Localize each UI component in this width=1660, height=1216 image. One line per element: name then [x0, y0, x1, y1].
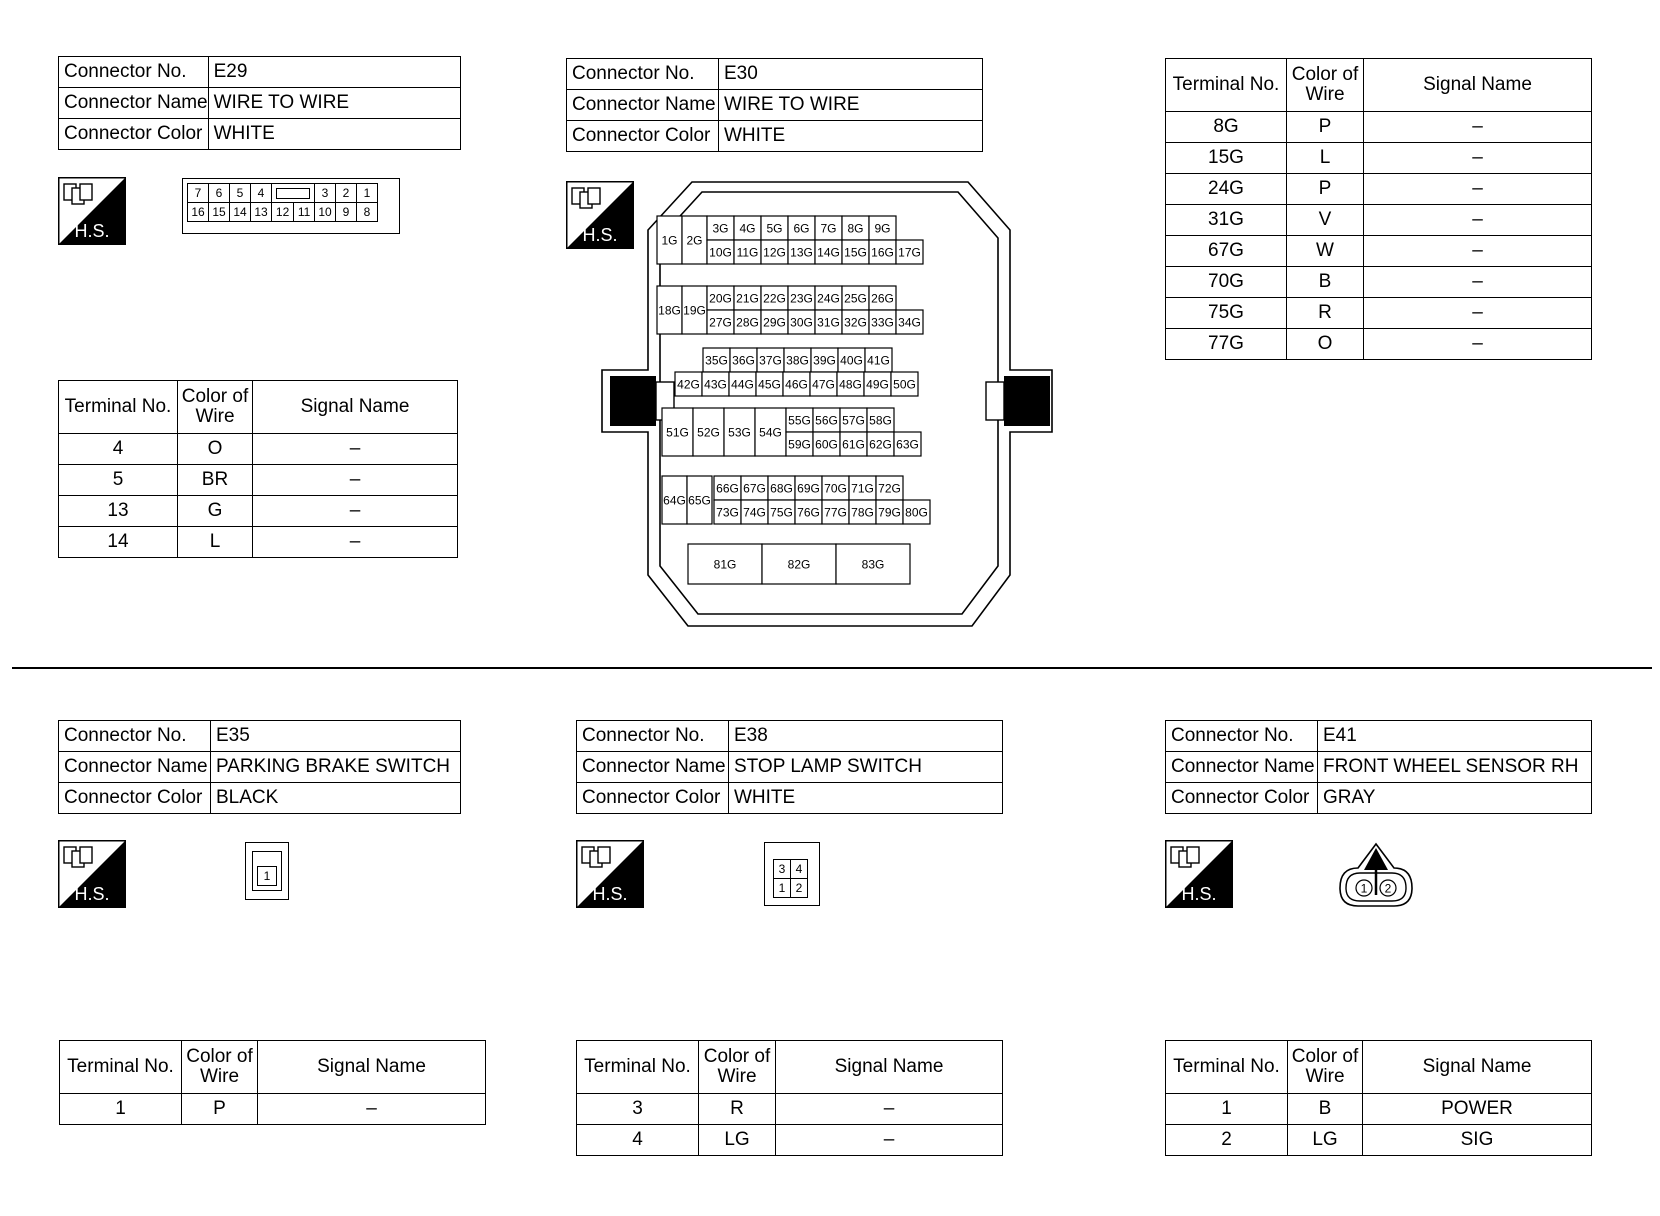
terminal-wire-color-cell: W	[1287, 236, 1364, 267]
e29-connector-color-label: Connector Color	[59, 119, 209, 150]
terminal-signal-name-cell: –	[1364, 236, 1592, 267]
color-of-wire-header-line1: Color of	[181, 386, 249, 407]
e30-pin: 65G	[688, 493, 711, 508]
e29-connector-no-value: E29	[208, 57, 460, 88]
e41-harness-side-icon	[1165, 840, 1233, 913]
terminal-wire-color-cell: B	[1288, 1094, 1363, 1125]
e30-pin: 42G	[677, 377, 700, 392]
terminal-wire-color-cell: P	[1287, 174, 1364, 205]
e30-pin: 35G	[705, 353, 728, 368]
e30-pin: 44G	[731, 377, 754, 392]
e30-pin: 78G	[851, 505, 874, 520]
terminal-number-cell: 1	[60, 1094, 182, 1125]
e35-connector-color-value: BLACK	[211, 783, 461, 814]
e30-pin: 24G	[817, 291, 840, 306]
terminal-number-cell: 70G	[1166, 267, 1287, 298]
e41-connector-name-label: Connector Name	[1166, 752, 1318, 783]
e35-connector-color-label: Connector Color	[59, 783, 211, 814]
e30-pin: 12G	[763, 245, 786, 260]
e29-connector-color-row	[59, 119, 461, 150]
e41-connector-color-label: Connector Color	[1166, 783, 1318, 814]
e30-pin: 70G	[824, 481, 847, 496]
e38-terminal-row	[577, 1094, 1003, 1125]
e38-connector-no-row	[577, 721, 1003, 752]
e29-connector-name-label: Connector Name	[59, 88, 209, 119]
e30-pin: 51G	[666, 425, 689, 440]
e30-terminal-table	[1165, 58, 1592, 360]
e38-connector-color-row	[577, 783, 1003, 814]
terminal-signal-name-cell: –	[253, 434, 458, 465]
e30-pin: 79G	[878, 505, 901, 520]
terminal-wire-color-cell: LG	[1288, 1125, 1363, 1156]
e41-connector-name-row	[1166, 752, 1592, 783]
e29-pin: 2	[336, 184, 357, 203]
e30-pin: 50G	[893, 377, 916, 392]
e29-pin: 3	[315, 184, 336, 203]
e30-pin: 62G	[869, 437, 892, 452]
e29-pin: 10	[315, 203, 336, 222]
e38-pin: 1	[774, 879, 791, 898]
terminal-number-cell: 3	[577, 1094, 699, 1125]
terminal-no-header: Terminal No.	[59, 381, 178, 434]
e30-pin: 54G	[759, 425, 782, 440]
e29-connector-name-value: WIRE TO WIRE	[208, 88, 460, 119]
e30-pin: 82G	[787, 557, 811, 572]
e35-connector-name-value: PARKING BRAKE SWITCH	[211, 752, 461, 783]
e30-terminal-row	[1166, 143, 1592, 174]
terminal-wire-color-cell: LG	[699, 1125, 776, 1156]
e30-latch-right	[1004, 376, 1050, 426]
terminal-wire-color-cell: B	[1287, 267, 1364, 298]
e30-connector-no-value: E30	[719, 59, 983, 90]
e35-connector-info-table	[58, 720, 461, 814]
terminal-wire-color-cell: R	[699, 1094, 776, 1125]
hs-label: H.S.	[582, 225, 618, 245]
e35-connector-no-row	[59, 721, 461, 752]
e30-pin: 57G	[842, 413, 865, 428]
signal-name-header: Signal Name	[253, 381, 458, 434]
e30-pin: 27G	[709, 315, 732, 330]
e30-pin: 28G	[736, 315, 759, 330]
e29-pin: 1	[357, 184, 378, 203]
terminal-signal-name-cell: POWER	[1363, 1094, 1592, 1125]
terminal-signal-name-cell: –	[1364, 112, 1592, 143]
color-of-wire-header	[182, 1041, 258, 1094]
signal-name-header: Signal Name	[1364, 59, 1592, 112]
e38-pin: 3	[774, 860, 791, 879]
e29-pin-grid	[187, 183, 378, 222]
terminal-wire-color-cell: BR	[178, 465, 253, 496]
hs-label: H.S.	[74, 884, 110, 904]
e30-pin: 36G	[732, 353, 755, 368]
signal-name-header: Signal Name	[258, 1041, 486, 1094]
e30-terminal-row	[1166, 205, 1592, 236]
terminal-wire-color-cell: V	[1287, 205, 1364, 236]
terminal-number-cell: 75G	[1166, 298, 1287, 329]
e35-terminal-header-row	[60, 1041, 486, 1094]
e30-pin: 3G	[712, 221, 729, 236]
terminal-wire-color-cell: P	[182, 1094, 258, 1125]
e29-pin: 9	[336, 203, 357, 222]
terminal-number-cell: 4	[59, 434, 178, 465]
e30-pin: 11G	[736, 245, 759, 260]
terminal-signal-name-cell: –	[1364, 174, 1592, 205]
e30-pin: 66G	[716, 481, 739, 496]
e29-pin-row-bottom	[188, 203, 378, 222]
e41-connector-color-value: GRAY	[1318, 783, 1592, 814]
terminal-wire-color-cell: R	[1287, 298, 1364, 329]
e30-pin: 14G	[817, 245, 840, 260]
e30-pin: 38G	[786, 353, 809, 368]
e38-connector-color-label: Connector Color	[577, 783, 729, 814]
terminal-signal-name-cell: –	[253, 527, 458, 558]
e30-pin: 46G	[785, 377, 808, 392]
e30-pin: 6G	[793, 221, 810, 236]
e30-terminal-row	[1166, 174, 1592, 205]
e29-pin: 4	[251, 184, 272, 203]
e30-pin: 48G	[839, 377, 862, 392]
e30-pin: 60G	[815, 437, 838, 452]
e29-terminal-header-row	[59, 381, 458, 434]
e38-connector-name-label: Connector Name	[577, 752, 729, 783]
e30-terminal-row	[1166, 112, 1592, 143]
terminal-signal-name-cell: –	[253, 496, 458, 527]
e30-pin: 63G	[896, 437, 919, 452]
hs-label: H.S.	[74, 221, 110, 241]
color-of-wire-header	[178, 381, 253, 434]
e35-connector-name-label: Connector Name	[59, 752, 211, 783]
terminal-number-cell: 8G	[1166, 112, 1287, 143]
e30-pin: 13G	[790, 245, 813, 260]
terminal-signal-name-cell: –	[776, 1125, 1003, 1156]
e30-connector-no-label: Connector No.	[567, 59, 719, 90]
section-divider	[12, 667, 1652, 669]
e30-pin: 30G	[790, 315, 813, 330]
e30-pin: 5G	[766, 221, 783, 236]
e38-pin: 4	[791, 860, 808, 879]
terminal-wire-color-cell: P	[1287, 112, 1364, 143]
color-of-wire-header-line1: Color of	[1291, 64, 1359, 85]
e30-pin: 37G	[759, 353, 782, 368]
e41-terminal-row	[1166, 1125, 1592, 1156]
terminal-wire-color-cell: G	[178, 496, 253, 527]
terminal-number-cell: 13	[59, 496, 178, 527]
e29-pin: 7	[188, 184, 209, 203]
terminal-number-cell: 4	[577, 1125, 699, 1156]
e41-connector-no-row	[1166, 721, 1592, 752]
terminal-no-header: Terminal No.	[60, 1041, 182, 1094]
e29-pin: 5	[230, 184, 251, 203]
e35-connector-face	[245, 842, 289, 900]
terminal-wire-color-cell: O	[1287, 329, 1364, 360]
e29-connector-no-row	[59, 57, 461, 88]
terminal-signal-name-cell: –	[1364, 205, 1592, 236]
e29-connector-face	[182, 178, 400, 234]
e35-cavity-frame	[252, 851, 282, 891]
e29-connector-color-value: WHITE	[208, 119, 460, 150]
e30-pin: 17G	[898, 245, 921, 260]
e29-pin: 8	[357, 203, 378, 222]
e30-connector-face	[600, 180, 1060, 630]
e29-pin: 13	[251, 203, 272, 222]
color-of-wire-header-line1: Color of	[186, 1046, 253, 1067]
terminal-signal-name-cell: –	[258, 1094, 486, 1125]
e30-pin: 9G	[874, 221, 891, 236]
e29-terminal-table	[58, 380, 458, 558]
e29-pin: 11	[294, 203, 315, 222]
e30-terminal-row	[1166, 329, 1592, 360]
color-of-wire-header-line1: Color of	[1291, 1046, 1359, 1067]
e30-pin: 43G	[704, 377, 727, 392]
terminal-number-cell: 5	[59, 465, 178, 496]
e41-connector-no-value: E41	[1318, 721, 1592, 752]
e30-pin: 45G	[758, 377, 781, 392]
terminal-no-header: Terminal No.	[1166, 1041, 1288, 1094]
e29-harness-side-icon	[58, 177, 126, 250]
e29-connector-name-row	[59, 88, 461, 119]
e30-pin: 40G	[840, 353, 863, 368]
e30-pin: 80G	[905, 505, 928, 520]
e30-pin: 73G	[716, 505, 739, 520]
terminal-number-cell: 14	[59, 527, 178, 558]
e30-connector-color-row	[567, 121, 983, 152]
e30-pin: 4G	[739, 221, 756, 236]
e41-connector-face	[1336, 840, 1416, 910]
e41-connector-color-row	[1166, 783, 1592, 814]
terminal-signal-name-cell: –	[1364, 267, 1592, 298]
e41-pin: 1	[1360, 881, 1368, 896]
e30-pin: 20G	[709, 291, 732, 306]
e30-pin: 69G	[797, 481, 820, 496]
e29-terminal-row	[59, 496, 458, 527]
e30-pin: 56G	[815, 413, 838, 428]
terminal-number-cell: 77G	[1166, 329, 1287, 360]
e30-pin: 2G	[686, 233, 703, 248]
color-of-wire-header-line2: Wire	[717, 1066, 757, 1087]
e35-connector-no-value: E35	[211, 721, 461, 752]
e30-pin: 58G	[869, 413, 892, 428]
e30-terminal-row	[1166, 267, 1592, 298]
e30-pin: 41G	[867, 353, 890, 368]
e30-pin: 81G	[713, 557, 737, 572]
e29-terminal-row	[59, 434, 458, 465]
e38-terminal-row	[577, 1125, 1003, 1156]
terminal-no-header: Terminal No.	[577, 1041, 699, 1094]
e29-pin: 14	[230, 203, 251, 222]
terminal-signal-name-cell: –	[253, 465, 458, 496]
e29-pin: 12	[272, 203, 294, 222]
color-of-wire-header	[699, 1041, 776, 1094]
e30-pin: 76G	[797, 505, 820, 520]
e38-pin-row-top	[774, 860, 808, 879]
e30-pin: 15G	[844, 245, 867, 260]
e30-pin: 75G	[770, 505, 793, 520]
e38-pin-row-bottom	[774, 879, 808, 898]
e30-pin: 49G	[866, 377, 889, 392]
e30-connector-no-row	[567, 59, 983, 90]
terminal-number-cell: 2	[1166, 1125, 1288, 1156]
e30-connector-color-label: Connector Color	[567, 121, 719, 152]
e41-pin: 2	[1384, 881, 1392, 896]
color-of-wire-header-line2: Wire	[1305, 1066, 1345, 1087]
e29-terminal-row	[59, 527, 458, 558]
e30-pin: 22G	[763, 291, 786, 306]
e30-connector-name-row	[567, 90, 983, 121]
e30-pin: 53G	[728, 425, 751, 440]
e30-pin: 1G	[661, 233, 678, 248]
e35-terminal-row	[60, 1094, 486, 1125]
e30-pin: 39G	[813, 353, 836, 368]
e30-pin: 21G	[736, 291, 759, 306]
e30-pin: 59G	[788, 437, 811, 452]
e30-pin: 10G	[709, 245, 732, 260]
e35-connector-name-row	[59, 752, 461, 783]
e29-pin: 15	[209, 203, 230, 222]
e30-pin: 71G	[851, 481, 874, 496]
e38-terminal-table	[576, 1040, 1003, 1156]
e30-pin: 32G	[844, 315, 867, 330]
e41-terminal-row	[1166, 1094, 1592, 1125]
color-of-wire-header	[1288, 1041, 1363, 1094]
e38-connector-info-table	[576, 720, 1003, 814]
terminal-signal-name-cell: SIG	[1363, 1125, 1592, 1156]
e38-connector-name-row	[577, 752, 1003, 783]
e38-harness-side-icon	[576, 840, 644, 913]
terminal-number-cell: 67G	[1166, 236, 1287, 267]
e30-latch-left	[610, 376, 656, 426]
e30-latch-right-tab	[986, 382, 1004, 420]
terminal-wire-color-cell: L	[178, 527, 253, 558]
e30-pin: 68G	[770, 481, 793, 496]
e30-connector-name-value: WIRE TO WIRE	[719, 90, 983, 121]
e30-pin: 23G	[790, 291, 813, 306]
e30-pin: 34G	[898, 315, 921, 330]
e29-pin: 16	[188, 203, 209, 222]
e30-terminal-row	[1166, 298, 1592, 329]
terminal-wire-color-cell: O	[178, 434, 253, 465]
e29-connector-info-table	[58, 56, 461, 150]
e38-pin-grid	[773, 859, 808, 898]
e35-connector-color-row	[59, 783, 461, 814]
terminal-no-header: Terminal No.	[1166, 59, 1287, 112]
e35-terminal-table	[59, 1040, 486, 1125]
e30-pin: 19G	[683, 303, 706, 318]
e41-connector-no-label: Connector No.	[1166, 721, 1318, 752]
e30-pin: 18G	[658, 303, 681, 318]
terminal-wire-color-cell: L	[1287, 143, 1364, 174]
e41-connector-name-value: FRONT WHEEL SENSOR RH	[1318, 752, 1592, 783]
color-of-wire-header	[1287, 59, 1364, 112]
terminal-signal-name-cell: –	[1364, 143, 1592, 174]
e38-connector-no-label: Connector No.	[577, 721, 729, 752]
terminal-signal-name-cell: –	[776, 1094, 1003, 1125]
e29-connector-no-label: Connector No.	[59, 57, 209, 88]
e30-pin: 16G	[871, 245, 894, 260]
e29-pin-row-top	[188, 184, 378, 203]
e30-pin: 47G	[812, 377, 835, 392]
e38-connector-face	[764, 842, 820, 906]
e38-pin: 2	[791, 879, 808, 898]
e30-pin: 25G	[844, 291, 867, 306]
e30-connector-name-label: Connector Name	[567, 90, 719, 121]
e35-harness-side-icon	[58, 840, 126, 913]
color-of-wire-header-line2: Wire	[195, 406, 235, 427]
terminal-number-cell: 1	[1166, 1094, 1288, 1125]
e30-pin: 33G	[871, 315, 894, 330]
e30-pin: 61G	[842, 437, 865, 452]
terminal-number-cell: 31G	[1166, 205, 1287, 236]
e30-connector-color-value: WHITE	[719, 121, 983, 152]
e30-pin: 7G	[820, 221, 837, 236]
e29-pin-key-slot	[272, 184, 315, 203]
e30-pin: 8G	[847, 221, 864, 236]
hs-label: H.S.	[1181, 884, 1217, 904]
color-of-wire-header-line2: Wire	[1305, 84, 1345, 105]
terminal-number-cell: 15G	[1166, 143, 1287, 174]
terminal-signal-name-cell: –	[1364, 329, 1592, 360]
e30-pin: 26G	[871, 291, 894, 306]
e35-pin: 1	[257, 866, 277, 886]
e41-connector-info-table	[1165, 720, 1592, 814]
terminal-signal-name-cell: –	[1364, 298, 1592, 329]
e30-pin: 52G	[697, 425, 720, 440]
e30-connector-info-table	[566, 58, 983, 152]
e29-terminal-row	[59, 465, 458, 496]
e30-pin: 67G	[743, 481, 766, 496]
e38-connector-color-value: WHITE	[729, 783, 1003, 814]
e30-terminal-row	[1166, 236, 1592, 267]
e38-connector-name-value: STOP LAMP SWITCH	[729, 752, 1003, 783]
e38-connector-no-value: E38	[729, 721, 1003, 752]
hs-label: H.S.	[592, 884, 628, 904]
e30-pin: 77G	[824, 505, 847, 520]
e30-pin: 83G	[861, 557, 885, 572]
e41-terminal-table	[1165, 1040, 1592, 1156]
e30-pin: 31G	[817, 315, 840, 330]
color-of-wire-header-line1: Color of	[703, 1046, 771, 1067]
e35-connector-no-label: Connector No.	[59, 721, 211, 752]
e30-pin: 74G	[743, 505, 766, 520]
e41-terminal-header-row	[1166, 1041, 1592, 1094]
e30-pin: 64G	[663, 493, 686, 508]
e30-terminal-header-row	[1166, 59, 1592, 112]
e29-pin: 6	[209, 184, 230, 203]
e38-terminal-header-row	[577, 1041, 1003, 1094]
e30-pin: 55G	[788, 413, 811, 428]
signal-name-header: Signal Name	[776, 1041, 1003, 1094]
signal-name-header: Signal Name	[1363, 1041, 1592, 1094]
e30-pin: 72G	[878, 481, 901, 496]
terminal-number-cell: 24G	[1166, 174, 1287, 205]
color-of-wire-header-line2: Wire	[199, 1066, 240, 1087]
e30-pin: 29G	[763, 315, 786, 330]
